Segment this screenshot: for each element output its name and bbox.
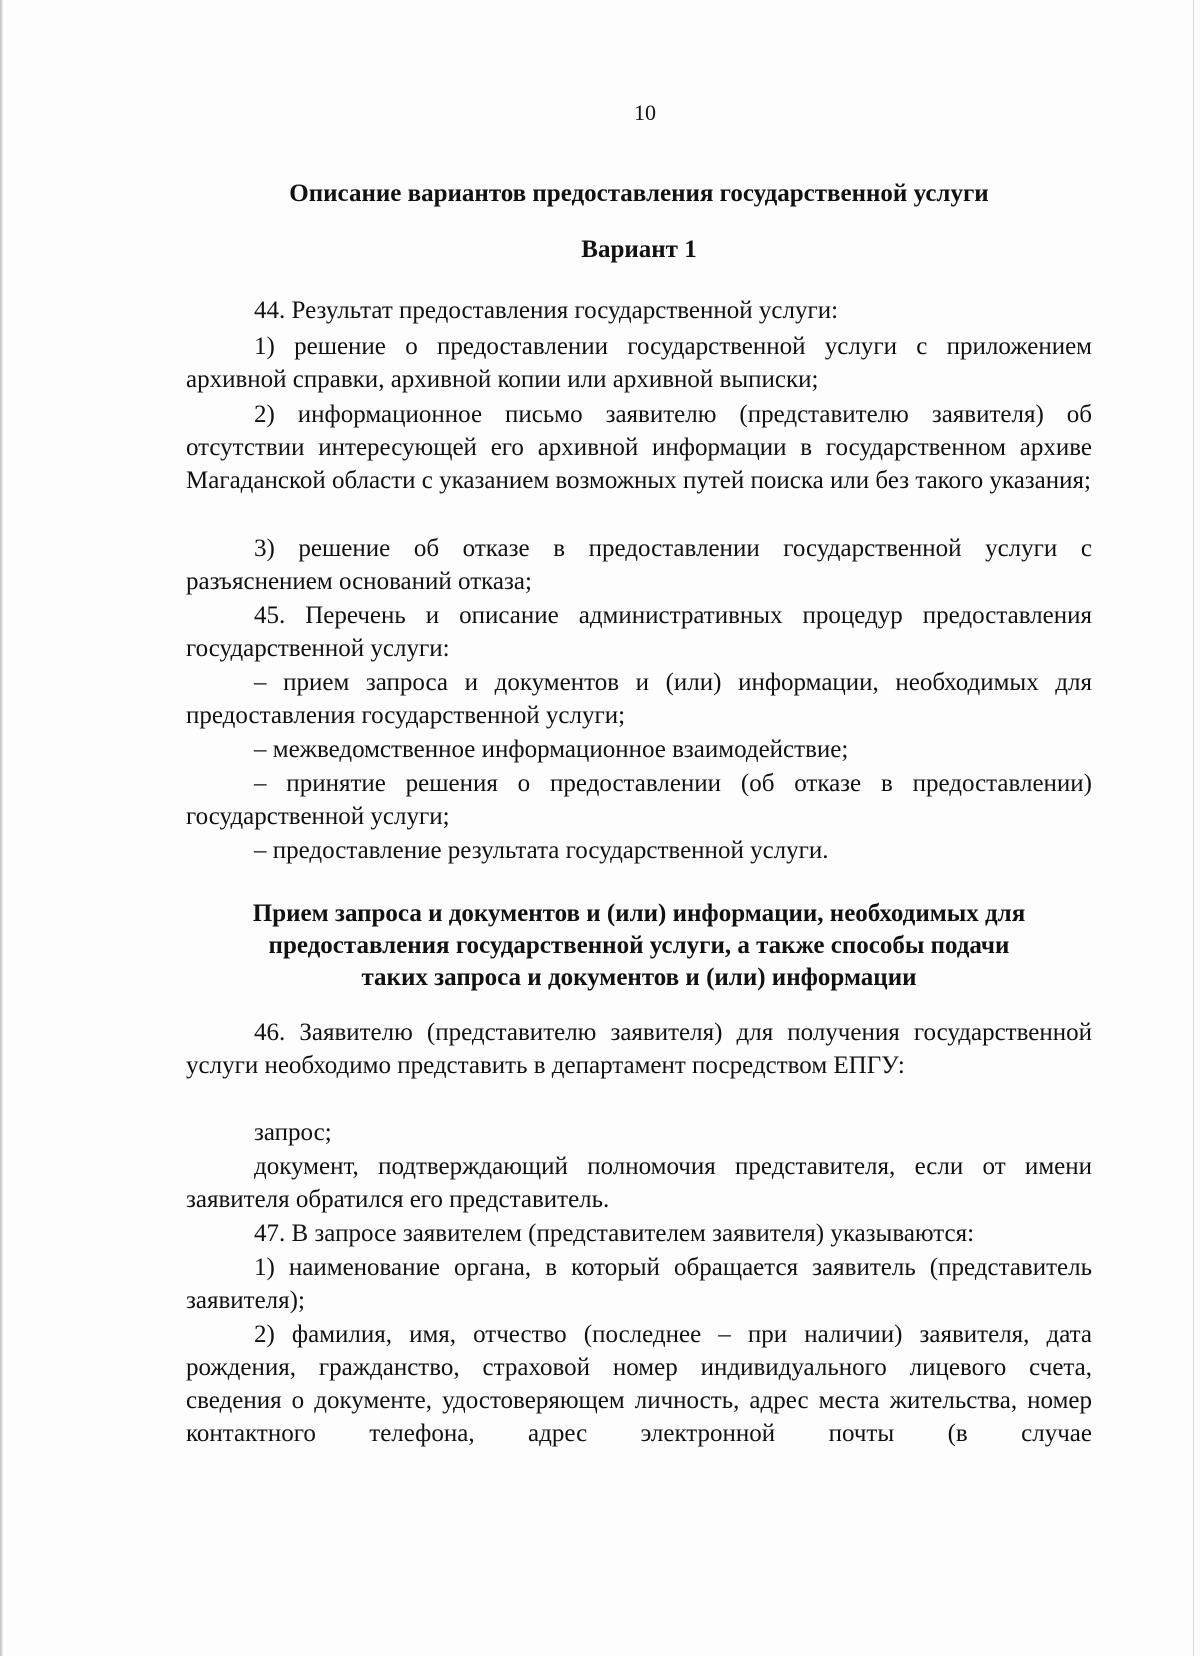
paragraph-46-item-b: документ, подтверждающий полномочия представителя, если от имени заявителя обратился его представитель. xyxy=(186,1153,1092,1213)
scan-edge-left xyxy=(0,0,3,1656)
paragraph-44: 44. Результат предоставления государственной услуги: xyxy=(254,297,839,324)
paragraph-45-item-b: – межведомственное информационное взаимодействие; xyxy=(254,736,849,763)
paragraph-47-item-2: 2) фамилия, имя, отчество (последнее – при наличии) заявителя, дата рождения, гражданство, страховой номер индивидуального лицевого счета, сведения о документе, удостоверяющем личность, адрес места жительства, номер контактного телефона, адрес электронной почты (в случае xyxy=(186,1321,1092,1447)
variant-title: Вариант 1 xyxy=(581,236,697,263)
paragraph-47-item-1: 1) наименование органа, в который обращается заявитель (представитель заявителя); xyxy=(186,1254,1092,1314)
paragraph-44-item-2: 2) информационное письмо заявителю (представителю заявителя) об отсутствии интересующей его архивной информации в государственном архиве Магаданской области с указанием возможных путей поиска или без такого указания; xyxy=(186,401,1092,494)
paragraph-44-item-1: 1) решение о предоставлении государственной услуги с приложением архивной справки, архивной копии или архивной выписки; xyxy=(186,333,1092,393)
paragraph-45: 45. Перечень и описание административных процедур предоставления государственной услуги: xyxy=(186,602,1092,662)
page-number: 10 xyxy=(634,100,656,125)
subheading-line-2: предоставления государственной услуги, а также способы подачи xyxy=(268,932,1010,959)
paragraph-45-item-a: – прием запроса и документов и (или) информации, необходимых для предоставления государственной услуги; xyxy=(186,669,1092,729)
paragraph-47: 47. В запросе заявителем (представителем заявителя) указываются: xyxy=(254,1220,975,1247)
subheading xyxy=(186,898,1092,994)
paragraph-46-item-a: запрос; xyxy=(254,1119,332,1146)
paragraph-45-item-d: – предоставление результата государственной услуги. xyxy=(254,837,829,864)
subheading-line-1: Прием запроса и документов и (или) информации, необходимых для xyxy=(252,900,1026,927)
paragraph-46: 46. Заявителю (представителю заявителя) для получения государственной услуги необходимо представить в департамент посредством ЕПГУ: xyxy=(186,1019,1092,1079)
scan-edge-right xyxy=(1193,0,1194,1656)
paragraph-44-item-3: 3) решение об отказе в предоставлении государственной услуги с разъяснением оснований отказа; xyxy=(186,535,1092,595)
paragraph-45-item-c: – принятие решения о предоставлении (об отказе в предоставлении) государственной услуги; xyxy=(186,770,1092,830)
section-title: Описание вариантов предоставления государственной услуги xyxy=(289,180,989,207)
subheading-line-3: таких запроса и документов и (или) информации xyxy=(361,964,917,991)
